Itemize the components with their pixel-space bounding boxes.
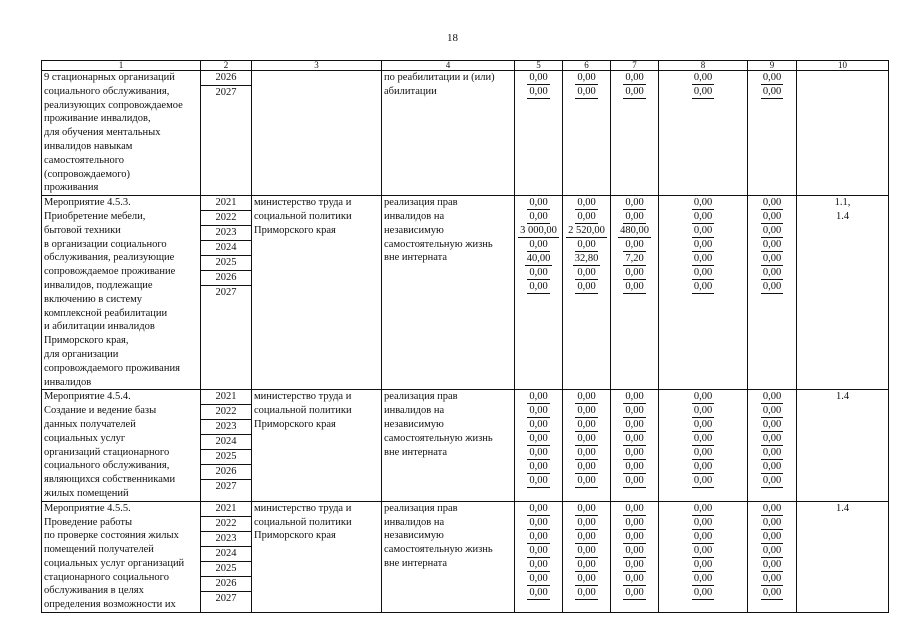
amount-value: 0,00 <box>529 572 548 584</box>
amount-value: 0,00 <box>693 447 713 459</box>
amount-value: 0,00 <box>529 502 548 514</box>
header-cell: 7 <box>611 61 659 71</box>
measure-name-cell: 9 стационарных организаций социального обслуживания, реализующих сопровождаемое проживание инвалидов, для обучения ментальных инвалидов навыкам самостоятельного (сопровождаемого) проживания <box>42 71 201 196</box>
amount-value: 0,00 <box>762 72 782 83</box>
executor-cell: министерство труда и социальной политики Приморского края <box>252 196 382 390</box>
table-row <box>42 501 889 612</box>
year-value: 2027 <box>215 87 237 98</box>
header-cell: 10 <box>797 61 889 71</box>
amount-value: 0,00 <box>625 197 644 209</box>
amount-cell-c8 <box>659 196 748 390</box>
amount-value: 0,00 <box>693 516 713 528</box>
amount-value: 0,00 <box>625 544 644 556</box>
amount-value: 0,00 <box>693 530 713 542</box>
amount-value: 0,00 <box>693 558 713 570</box>
amount-cell-c7 <box>611 501 659 612</box>
amount-value: 0,00 <box>762 572 782 584</box>
amount-cell-c8 <box>659 390 748 501</box>
years-cell <box>201 390 252 501</box>
amount-value: 2 520,00 <box>568 225 605 237</box>
amount-value: 0,00 <box>762 433 782 445</box>
amount-value: 0,00 <box>693 225 713 237</box>
amount-value: 0,00 <box>529 433 548 445</box>
table-row <box>42 390 889 501</box>
amount-value: 0,00 <box>577 502 596 514</box>
amount-value: 0,00 <box>577 447 596 459</box>
amount-value: 0,00 <box>529 391 548 403</box>
year-value: 2027 <box>215 592 237 604</box>
amount-value: 0,00 <box>625 419 644 431</box>
page-number: 18 <box>447 32 458 44</box>
amount-cell-c5 <box>515 196 563 390</box>
year-value: 2026 <box>201 71 251 86</box>
amount-value: 0,00 <box>529 419 548 431</box>
measure-name-cell: Мероприятие 4.5.4. Создание и ведение базы данных получателей социальных услуг организаций стационарного социального обслуживания, являющихся собственниками жилых помещений <box>42 390 201 501</box>
goal-cell: по реабилитации и (или) абилитации <box>382 71 515 196</box>
amount-value: 0,00 <box>577 197 596 209</box>
year-value: 2027 <box>215 481 237 493</box>
years-cell <box>201 501 252 612</box>
header-cell: 8 <box>659 61 748 71</box>
amount-value: 0,00 <box>577 419 596 431</box>
amount-cell-c7 <box>611 390 659 501</box>
amount-value: 0,00 <box>529 544 548 556</box>
amount-cell-c6 <box>563 501 611 612</box>
amount-value: 0,00 <box>762 558 782 570</box>
amount-value: 0,00 <box>529 72 548 83</box>
year-value: 2025 <box>201 562 251 577</box>
table-body <box>42 61 889 613</box>
years-cell <box>201 196 252 390</box>
amount-value: 0,00 <box>577 211 596 223</box>
amount-value: 0,00 <box>529 197 548 209</box>
amount-value: 0,00 <box>693 461 713 473</box>
amount-value: 0,00 <box>625 391 644 403</box>
amount-value: 0,00 <box>529 267 548 279</box>
amount-value: 0,00 <box>577 405 596 417</box>
amount-value: 0,00 <box>625 405 644 417</box>
amount-cell-c8 <box>659 501 748 612</box>
amount-value: 0,00 <box>762 86 782 97</box>
year-value: 2023 <box>201 226 251 241</box>
amount-value: 0,00 <box>693 281 713 293</box>
measure-name-cell: Мероприятие 4.5.3. Приобретение мебели, бытовой техники в организации социального обслуживания, реализующие сопровождаемое проживание инвалидов, подлежащие включению в систему комплексной реабилитации и абилитации инвалидов Приморского края, для организации сопровождаемого проживания инвалидов <box>42 196 201 390</box>
header-row <box>42 61 889 71</box>
indicator-cell: 1.1, 1.4 <box>797 196 889 390</box>
amount-value: 0,00 <box>693 572 713 584</box>
year-value: 2023 <box>201 420 251 435</box>
year-value: 2026 <box>201 577 251 592</box>
year-value: 2026 <box>201 271 251 286</box>
amount-cell-c9 <box>748 501 797 612</box>
amount-value: 0,00 <box>529 558 548 570</box>
amount-value: 0,00 <box>762 447 782 459</box>
year-value: 2021 <box>201 196 251 211</box>
amount-value: 32,80 <box>574 253 599 265</box>
amount-value: 0,00 <box>693 502 713 514</box>
amount-value: 0,00 <box>529 239 548 251</box>
amount-value: 7,20 <box>625 253 644 265</box>
amount-value: 0,00 <box>693 419 713 431</box>
amount-cell-c5 <box>515 71 563 196</box>
executor-cell: министерство труда и социальной политики Приморского края <box>252 390 382 501</box>
year-value: 2027 <box>215 287 237 299</box>
year-value: 2022 <box>201 211 251 226</box>
amount-value: 0,00 <box>762 405 782 417</box>
amount-value: 0,00 <box>625 572 644 584</box>
amount-value: 0,00 <box>762 253 782 265</box>
amount-cell-c5 <box>515 501 563 612</box>
amount-value: 0,00 <box>529 447 548 459</box>
amount-value: 0,00 <box>577 433 596 445</box>
header-cell: 6 <box>563 61 611 71</box>
amount-value: 0,00 <box>625 433 644 445</box>
amount-value: 0,00 <box>577 558 596 570</box>
year-value: 2024 <box>201 241 251 256</box>
amount-value: 0,00 <box>693 211 713 223</box>
amount-cell-c9 <box>748 390 797 501</box>
goal-cell: реализация прав инвалидов на независимую самостоятельную жизнь вне интерната <box>382 390 515 501</box>
amount-value: 0,00 <box>693 405 713 417</box>
amount-value: 0,00 <box>529 475 548 487</box>
amount-value: 0,00 <box>693 267 713 279</box>
amount-value: 0,00 <box>577 544 596 556</box>
amount-value: 0,00 <box>625 475 644 487</box>
amount-value: 0,00 <box>693 391 713 403</box>
amount-value: 0,00 <box>762 475 782 487</box>
year-value: 2023 <box>201 532 251 547</box>
amount-value: 480,00 <box>620 225 649 237</box>
amount-value: 0,00 <box>529 530 548 542</box>
amount-value: 0,00 <box>577 267 596 279</box>
executor-cell: министерство труда и социальной политики Приморского края <box>252 501 382 612</box>
amount-value: 0,00 <box>693 239 713 251</box>
amount-cell-c8 <box>659 71 748 196</box>
amount-value: 0,00 <box>529 586 548 598</box>
amount-value: 0,00 <box>529 405 548 417</box>
year-value: 2021 <box>201 390 251 405</box>
amount-value: 0,00 <box>625 281 644 293</box>
year-value: 2022 <box>201 517 251 532</box>
amount-value: 0,00 <box>762 211 782 223</box>
amount-value: 0,00 <box>577 516 596 528</box>
amount-value: 0,00 <box>762 239 782 251</box>
indicator-cell <box>797 71 889 196</box>
year-value: 2025 <box>201 450 251 465</box>
amount-value: 0,00 <box>577 239 596 251</box>
amount-cell-c6 <box>563 71 611 196</box>
amount-value: 0,00 <box>577 530 596 542</box>
goal-cell: реализация прав инвалидов на независимую самостоятельную жизнь вне интерната <box>382 196 515 390</box>
amount-value: 0,00 <box>693 197 713 209</box>
amount-value: 0,00 <box>693 586 713 598</box>
amount-value: 0,00 <box>577 391 596 403</box>
amount-value: 40,00 <box>526 253 551 265</box>
amount-value: 0,00 <box>625 586 644 598</box>
amount-cell-c9 <box>748 71 797 196</box>
table-row <box>42 196 889 390</box>
header-cell: 2 <box>201 61 252 71</box>
amount-value: 0,00 <box>529 86 548 97</box>
header-cell: 3 <box>252 61 382 71</box>
amount-value: 0,00 <box>577 86 596 97</box>
amount-value: 0,00 <box>625 267 644 279</box>
amount-value: 0,00 <box>577 475 596 487</box>
table-row <box>42 71 889 196</box>
amount-cell-c6 <box>563 196 611 390</box>
amount-value: 0,00 <box>625 516 644 528</box>
goal-cell: реализация прав инвалидов на независимую самостоятельную жизнь вне интерната <box>382 501 515 612</box>
amount-value: 0,00 <box>625 461 644 473</box>
amount-value: 0,00 <box>693 253 713 265</box>
amount-value: 0,00 <box>762 530 782 542</box>
amount-value: 0,00 <box>762 225 782 237</box>
amount-value: 0,00 <box>693 475 713 487</box>
amount-value: 0,00 <box>762 391 782 403</box>
amount-value: 0,00 <box>625 530 644 542</box>
amount-value: 3 000,00 <box>520 225 557 237</box>
amount-value: 0,00 <box>762 516 782 528</box>
amount-value: 0,00 <box>693 544 713 556</box>
amount-value: 0,00 <box>762 419 782 431</box>
amount-value: 0,00 <box>762 461 782 473</box>
amount-value: 0,00 <box>577 461 596 473</box>
amount-value: 0,00 <box>693 433 713 445</box>
indicator-cell: 1.4 <box>797 390 889 501</box>
amount-value: 0,00 <box>577 281 596 293</box>
amount-value: 0,00 <box>762 502 782 514</box>
amount-value: 0,00 <box>625 86 644 97</box>
amount-value: 0,00 <box>762 197 782 209</box>
amount-value: 0,00 <box>577 72 596 83</box>
amount-cell-c9 <box>748 196 797 390</box>
header-cell: 1 <box>42 61 201 71</box>
header-cell: 5 <box>515 61 563 71</box>
measure-name-cell: Мероприятие 4.5.5. Проведение работы по проверке состояния жилых помещений получателей социальных услуг организаций стационарного социального обслуживания в целях определения возможности их <box>42 501 201 612</box>
amount-value: 0,00 <box>762 267 782 279</box>
amount-value: 0,00 <box>625 239 644 251</box>
header-cell: 4 <box>382 61 515 71</box>
year-value: 2021 <box>201 502 251 517</box>
program-table <box>41 60 889 613</box>
amount-value: 0,00 <box>762 544 782 556</box>
amount-value: 0,00 <box>529 281 548 293</box>
amount-value: 0,00 <box>625 558 644 570</box>
amount-value: 0,00 <box>577 586 596 598</box>
amount-value: 0,00 <box>625 211 644 223</box>
amount-cell-c5 <box>515 390 563 501</box>
amount-value: 0,00 <box>762 281 782 293</box>
indicator-cell: 1.4 <box>797 501 889 612</box>
amount-cell-c7 <box>611 71 659 196</box>
amount-value: 0,00 <box>529 461 548 473</box>
amount-value: 0,00 <box>625 72 644 83</box>
year-value: 2022 <box>201 405 251 420</box>
amount-value: 0,00 <box>625 447 644 459</box>
amount-value: 0,00 <box>529 516 548 528</box>
executor-cell <box>252 71 382 196</box>
amount-cell-c7 <box>611 196 659 390</box>
amount-value: 0,00 <box>625 502 644 514</box>
year-value: 2025 <box>201 256 251 271</box>
amount-value: 0,00 <box>762 586 782 598</box>
amount-value: 0,00 <box>529 211 548 223</box>
year-value: 2024 <box>201 435 251 450</box>
amount-value: 0,00 <box>693 72 713 83</box>
amount-value: 0,00 <box>693 86 713 97</box>
amount-cell-c6 <box>563 390 611 501</box>
amount-value: 0,00 <box>577 572 596 584</box>
years-cell <box>201 71 252 196</box>
year-value: 2024 <box>201 547 251 562</box>
header-cell: 9 <box>748 61 797 71</box>
year-value: 2026 <box>201 465 251 480</box>
